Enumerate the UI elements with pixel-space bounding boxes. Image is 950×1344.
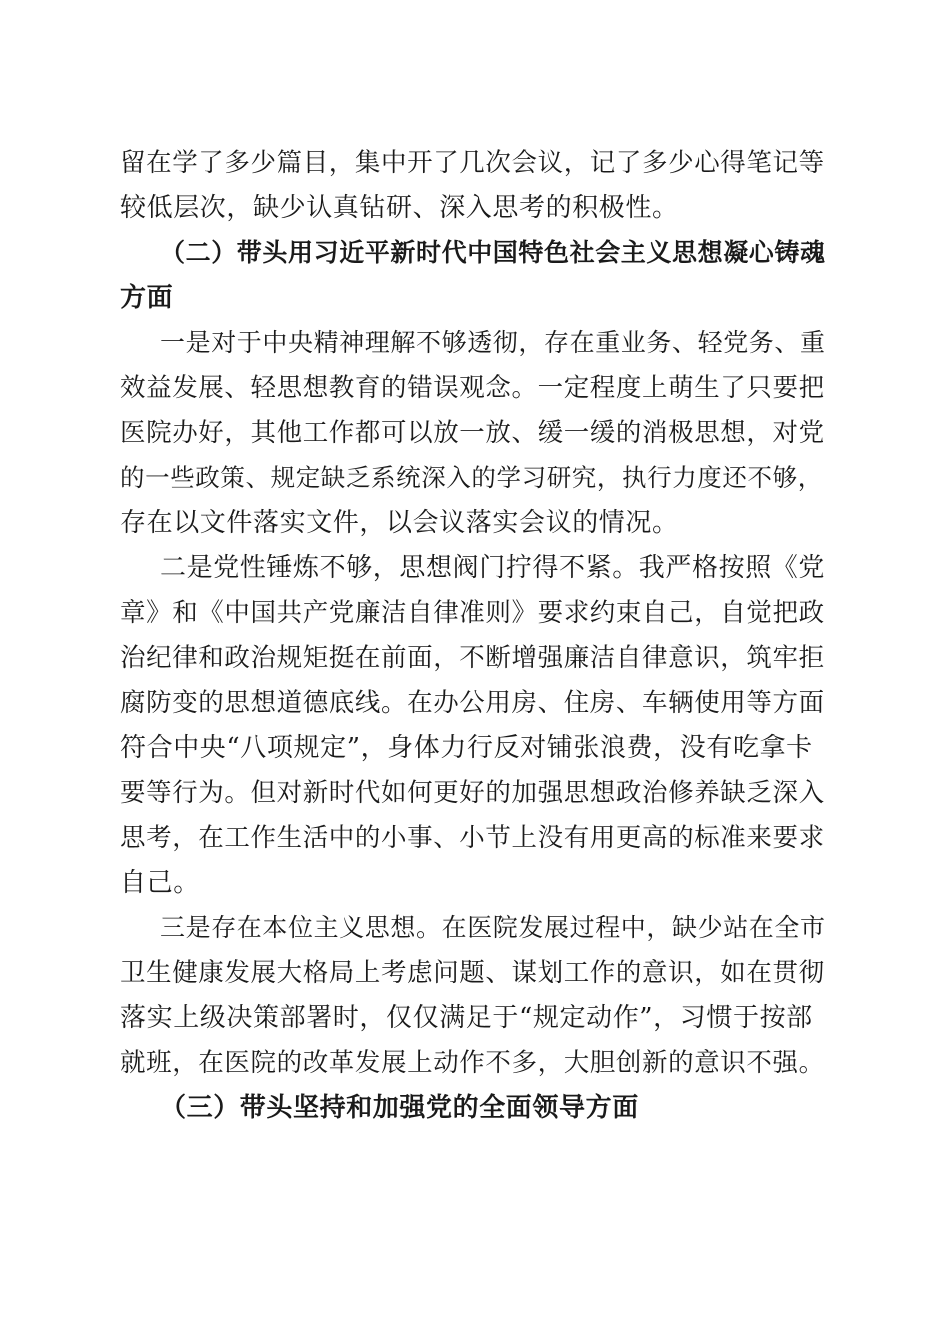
text-line: 较低层次，缺少认真钻研、深入思考的积极性。 <box>120 193 679 223</box>
text-line: 存在以文件落实文件，以会议落实会议的情况。 <box>120 508 679 538</box>
text-line: 自己。 <box>120 868 200 898</box>
section-heading-2: （二）带头用习近平新时代中国特色社会主义思想凝心铸魂 <box>160 238 826 267</box>
text-line: 就班，在医院的改革发展上动作不多，大胆创新的意识不强。 <box>120 1048 825 1078</box>
text-line: 思考，在工作生活中的小事、小节上没有用更高的标准来要求 <box>120 823 825 853</box>
text-line: 治纪律和政治规矩挺在前面，不断增强廉洁自律意识，筑牢拒 <box>120 643 825 673</box>
text-line: 章》和《中国共产党廉洁自律准则》要求约束自己，自觉把政 <box>120 598 825 628</box>
text-line: 留在学了多少篇目，集中开了几次会议，记了多少心得笔记等 <box>120 148 825 178</box>
section-heading-2-continued: 方面 <box>120 283 174 313</box>
text-line: 落实上级决策部署时，仅仅满足于“规定动作”，习惯于按部 <box>120 1003 813 1033</box>
text-line: 符合中央“八项规定”，身体力行反对铺张浪费，没有吃拿卡 <box>120 733 813 763</box>
paragraph-1-start: 一是对于中央精神理解不够透彻，存在重业务、轻党务、重 <box>160 328 826 357</box>
text-line: 卫生健康发展大格局上考虑问题、谋划工作的意识，如在贯彻 <box>120 958 825 988</box>
section-heading-3: （三）带头坚持和加强党的全面领导方面 <box>160 1093 639 1123</box>
paragraph-2-start: 二是党性锤炼不够，思想阀门拧得不紧。我严格按照《党 <box>160 553 826 583</box>
text-line: 要等行为。但对新时代如何更好的加强思想政治修养缺乏深入 <box>120 778 825 808</box>
text-line: 医院办好，其他工作都可以放一放、缓一缓的消极思想，对党 <box>120 418 825 448</box>
paragraph-3-start: 三是存在本位主义思想。在医院发展过程中，缺少站在全市 <box>160 913 826 942</box>
text-line: 的一些政策、规定缺乏系统深入的学习研究，执行力度还不够， <box>120 463 823 492</box>
text-line: 效益发展、轻思想教育的错误观念。一定程度上萌生了只要把 <box>120 373 825 403</box>
text-line: 腐防变的思想道德底线。在办公用房、住房、车辆使用等方面 <box>120 688 825 718</box>
